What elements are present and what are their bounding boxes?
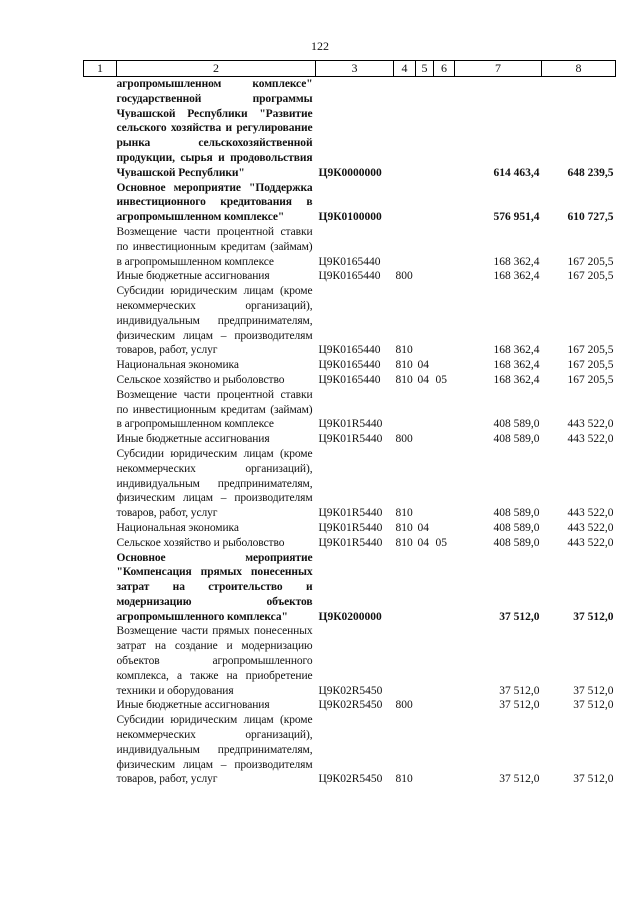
row-amount-year2: 37 512,0: [573, 610, 614, 623]
row-amount-year1: 168 362,4: [493, 373, 540, 386]
table-row: [84, 388, 616, 432]
row-amount-year1: 168 362,4: [493, 270, 540, 283]
row-section: [416, 447, 434, 521]
row-amount-year2: 443 522,0: [567, 536, 614, 549]
row-subsection: [434, 551, 455, 625]
table-row: [84, 521, 616, 536]
row-name: Иные бюджетные ассигнования: [116, 433, 270, 446]
table-row: [84, 181, 616, 225]
row-amount-year2: 167 205,5: [567, 373, 614, 386]
row-section: 04: [417, 521, 429, 534]
row-subsection: [434, 284, 455, 358]
row-expense-type: 810: [395, 359, 413, 372]
row-expense-type: [394, 77, 416, 181]
row-amount-year2: 443 522,0: [567, 521, 614, 534]
row-section: [416, 698, 434, 713]
row-expense-type: [394, 624, 416, 698]
column-header-6: 6: [434, 61, 455, 77]
row-expense-type: [394, 551, 416, 625]
row-target-code: Ц9К0200000: [318, 610, 382, 623]
row-expense-type: [394, 181, 416, 225]
row-target-code: Ц9К01R5440: [318, 521, 383, 534]
row-target-code: Ц9К0165440: [318, 344, 381, 357]
row-target-code: Ц9К0165440: [318, 255, 381, 268]
row-name: Субсидии юридическим лицам (кроме некоммерческих организаций), индивидуальным предпринимателям, физическим лицам – производителям товаров, работ, услуг: [116, 714, 313, 786]
row-amount-year1: 168 362,4: [493, 344, 540, 357]
column-header-8: 8: [542, 61, 616, 77]
column-header-2: 2: [117, 61, 316, 77]
row-expense-type: 800: [395, 699, 413, 712]
table-row: [84, 536, 616, 551]
table-row: [84, 284, 616, 358]
row-subsection: [434, 698, 455, 713]
row-expense-type: 810: [395, 373, 413, 386]
column-header-3: 3: [316, 61, 394, 77]
row-subsection: [434, 624, 455, 698]
row-subsection: [434, 388, 455, 432]
row-section: [416, 388, 434, 432]
table-row: [84, 447, 616, 521]
row-amount-year1: 614 463,4: [493, 166, 540, 179]
table-row: [84, 373, 616, 388]
row-target-code: Ц9К0100000: [318, 211, 382, 224]
row-name: Возмещение части процентной ставки по инвестиционным кредитам (займам) в агропромышленном комплексе: [116, 225, 313, 268]
row-subsection: [434, 225, 455, 269]
table-row: [84, 624, 616, 698]
row-name: Сельское хозяйство и рыболовство: [116, 373, 285, 386]
row-expense-type: 810: [395, 773, 413, 786]
table-body: [84, 77, 616, 788]
row-amount-year2: 443 522,0: [567, 433, 614, 446]
table-row: [84, 698, 616, 713]
column-header-7: 7: [455, 61, 542, 77]
row-amount-year1: 408 589,0: [493, 536, 540, 549]
row-subsection: [434, 77, 455, 181]
table-row: [84, 269, 616, 284]
row-section: [416, 432, 434, 447]
row-amount-year1: 37 512,0: [499, 773, 540, 786]
row-amount-year2: 443 522,0: [567, 507, 614, 520]
row-name: Основное мероприятие "Компенсация прямых понесенных затрат на строительство и модернизацию объектов агропромышленного комплекса": [116, 551, 313, 623]
row-amount-year2: 37 512,0: [573, 699, 614, 712]
column-header-1: 1: [84, 61, 117, 77]
row-target-code: Ц9К0165440: [318, 270, 381, 283]
row-expense-type: [394, 225, 416, 269]
table-row: [84, 358, 616, 373]
row-target-code: Ц9К02R5450: [318, 699, 383, 712]
row-subsection: [434, 713, 455, 787]
row-target-code: Ц9К02R5450: [318, 773, 383, 786]
row-amount-year1: 168 362,4: [493, 255, 540, 268]
row-section: [416, 269, 434, 284]
row-name: Основное мероприятие "Поддержка инвестиционного кредитования в агропромышленном комплексе": [116, 181, 313, 224]
row-expense-type: 800: [395, 433, 413, 446]
row-target-code: Ц9К01R5440: [318, 507, 383, 520]
row-subsection: 05: [435, 373, 447, 386]
table-row: [84, 551, 616, 625]
row-amount-year1: 408 589,0: [493, 507, 540, 520]
row-section: [416, 624, 434, 698]
row-subsection: [434, 358, 455, 373]
row-expense-type: 810: [395, 507, 413, 520]
column-header-4: 4: [394, 61, 416, 77]
table-row: [84, 225, 616, 269]
row-name: Иные бюджетные ассигнования: [116, 270, 270, 283]
row-amount-year1: 37 512,0: [499, 699, 540, 712]
row-name: Возмещение части процентной ставки по инвестиционным кредитам (займам) в агропромышленном комплексе: [116, 388, 313, 431]
row-name: Субсидии юридическим лицам (кроме некоммерческих организаций), индивидуальным предпринимателям, физическим лицам – производителям товаров, работ, услуг: [116, 285, 313, 357]
row-name: Субсидии юридическим лицам (кроме некоммерческих организаций), индивидуальным предпринимателям, физическим лицам – производителям товаров, работ, услуг: [116, 447, 313, 520]
row-amount-year1: 408 589,0: [493, 521, 540, 534]
row-target-code: Ц9К0165440: [318, 373, 381, 386]
row-amount-year2: 37 512,0: [573, 773, 614, 786]
row-name: Национальная экономика: [116, 359, 239, 372]
row-amount-year1: 576 951,4: [493, 211, 540, 224]
row-amount-year1: 168 362,4: [493, 359, 540, 372]
row-section: [416, 77, 434, 181]
table-header: [84, 61, 616, 77]
row-subsection: [434, 432, 455, 447]
row-subsection: [434, 269, 455, 284]
row-amount-year2: 37 512,0: [573, 684, 614, 697]
row-amount-year2: 167 205,5: [567, 359, 614, 372]
row-target-code: Ц9К0000000: [318, 166, 382, 179]
page-number: 122: [311, 39, 329, 53]
row-subsection: [434, 181, 455, 225]
row-expense-type: 810: [395, 521, 413, 534]
table-row: [84, 432, 616, 447]
column-header-5: 5: [416, 61, 434, 77]
row-amount-year1: 37 512,0: [499, 610, 540, 623]
row-expense-type: [394, 388, 416, 432]
row-amount-year1: 408 589,0: [493, 418, 540, 431]
row-amount-year1: 408 589,0: [493, 433, 540, 446]
row-subsection: [434, 447, 455, 521]
row-amount-year2: 167 205,5: [567, 255, 614, 268]
row-subsection: 05: [435, 536, 447, 549]
row-section: [416, 284, 434, 358]
row-name: Возмещение части прямых понесенных затрат на создание и модернизацию объектов агропромышленного комплекса, а также на приобретение техники и оборудования: [116, 625, 313, 697]
row-amount-year2: 648 239,5: [567, 166, 614, 179]
row-section: [416, 551, 434, 625]
row-amount-year1: 37 512,0: [499, 684, 540, 697]
row-expense-type: 800: [395, 270, 413, 283]
row-amount-year2: 167 205,5: [567, 270, 614, 283]
row-name: Иные бюджетные ассигнования: [116, 699, 270, 712]
budget-table: [83, 60, 616, 787]
row-section: [416, 713, 434, 787]
row-subsection: [434, 521, 455, 536]
row-target-code: Ц9К01R5440: [318, 536, 383, 549]
row-target-code: Ц9К01R5440: [318, 433, 383, 446]
row-target-code: Ц9К0165440: [318, 359, 381, 372]
table-row: [84, 77, 616, 181]
row-target-code: Ц9К02R5450: [318, 684, 383, 697]
table-row: [84, 713, 616, 787]
header-row: [84, 61, 616, 77]
row-name: агропромышленном комплексе" государственной программы Чувашской Республики "Развитие сельского хозяйства и регулирование рынка сельскохозяйственной продукции, сырья и продовольствия Чувашской Республики": [116, 78, 313, 179]
row-section: 04: [417, 359, 429, 372]
row-section: [416, 181, 434, 225]
row-amount-year2: 443 522,0: [567, 418, 614, 431]
row-expense-type: 810: [395, 536, 413, 549]
row-expense-type: 810: [395, 344, 413, 357]
row-target-code: Ц9К01R5440: [318, 418, 383, 431]
row-section: 04: [417, 373, 429, 386]
row-name: Сельское хозяйство и рыболовство: [116, 536, 285, 549]
row-section: 04: [417, 536, 429, 549]
row-name: Национальная экономика: [116, 521, 239, 534]
row-amount-year2: 167 205,5: [567, 344, 614, 357]
row-section: [416, 225, 434, 269]
row-amount-year2: 610 727,5: [567, 211, 614, 224]
